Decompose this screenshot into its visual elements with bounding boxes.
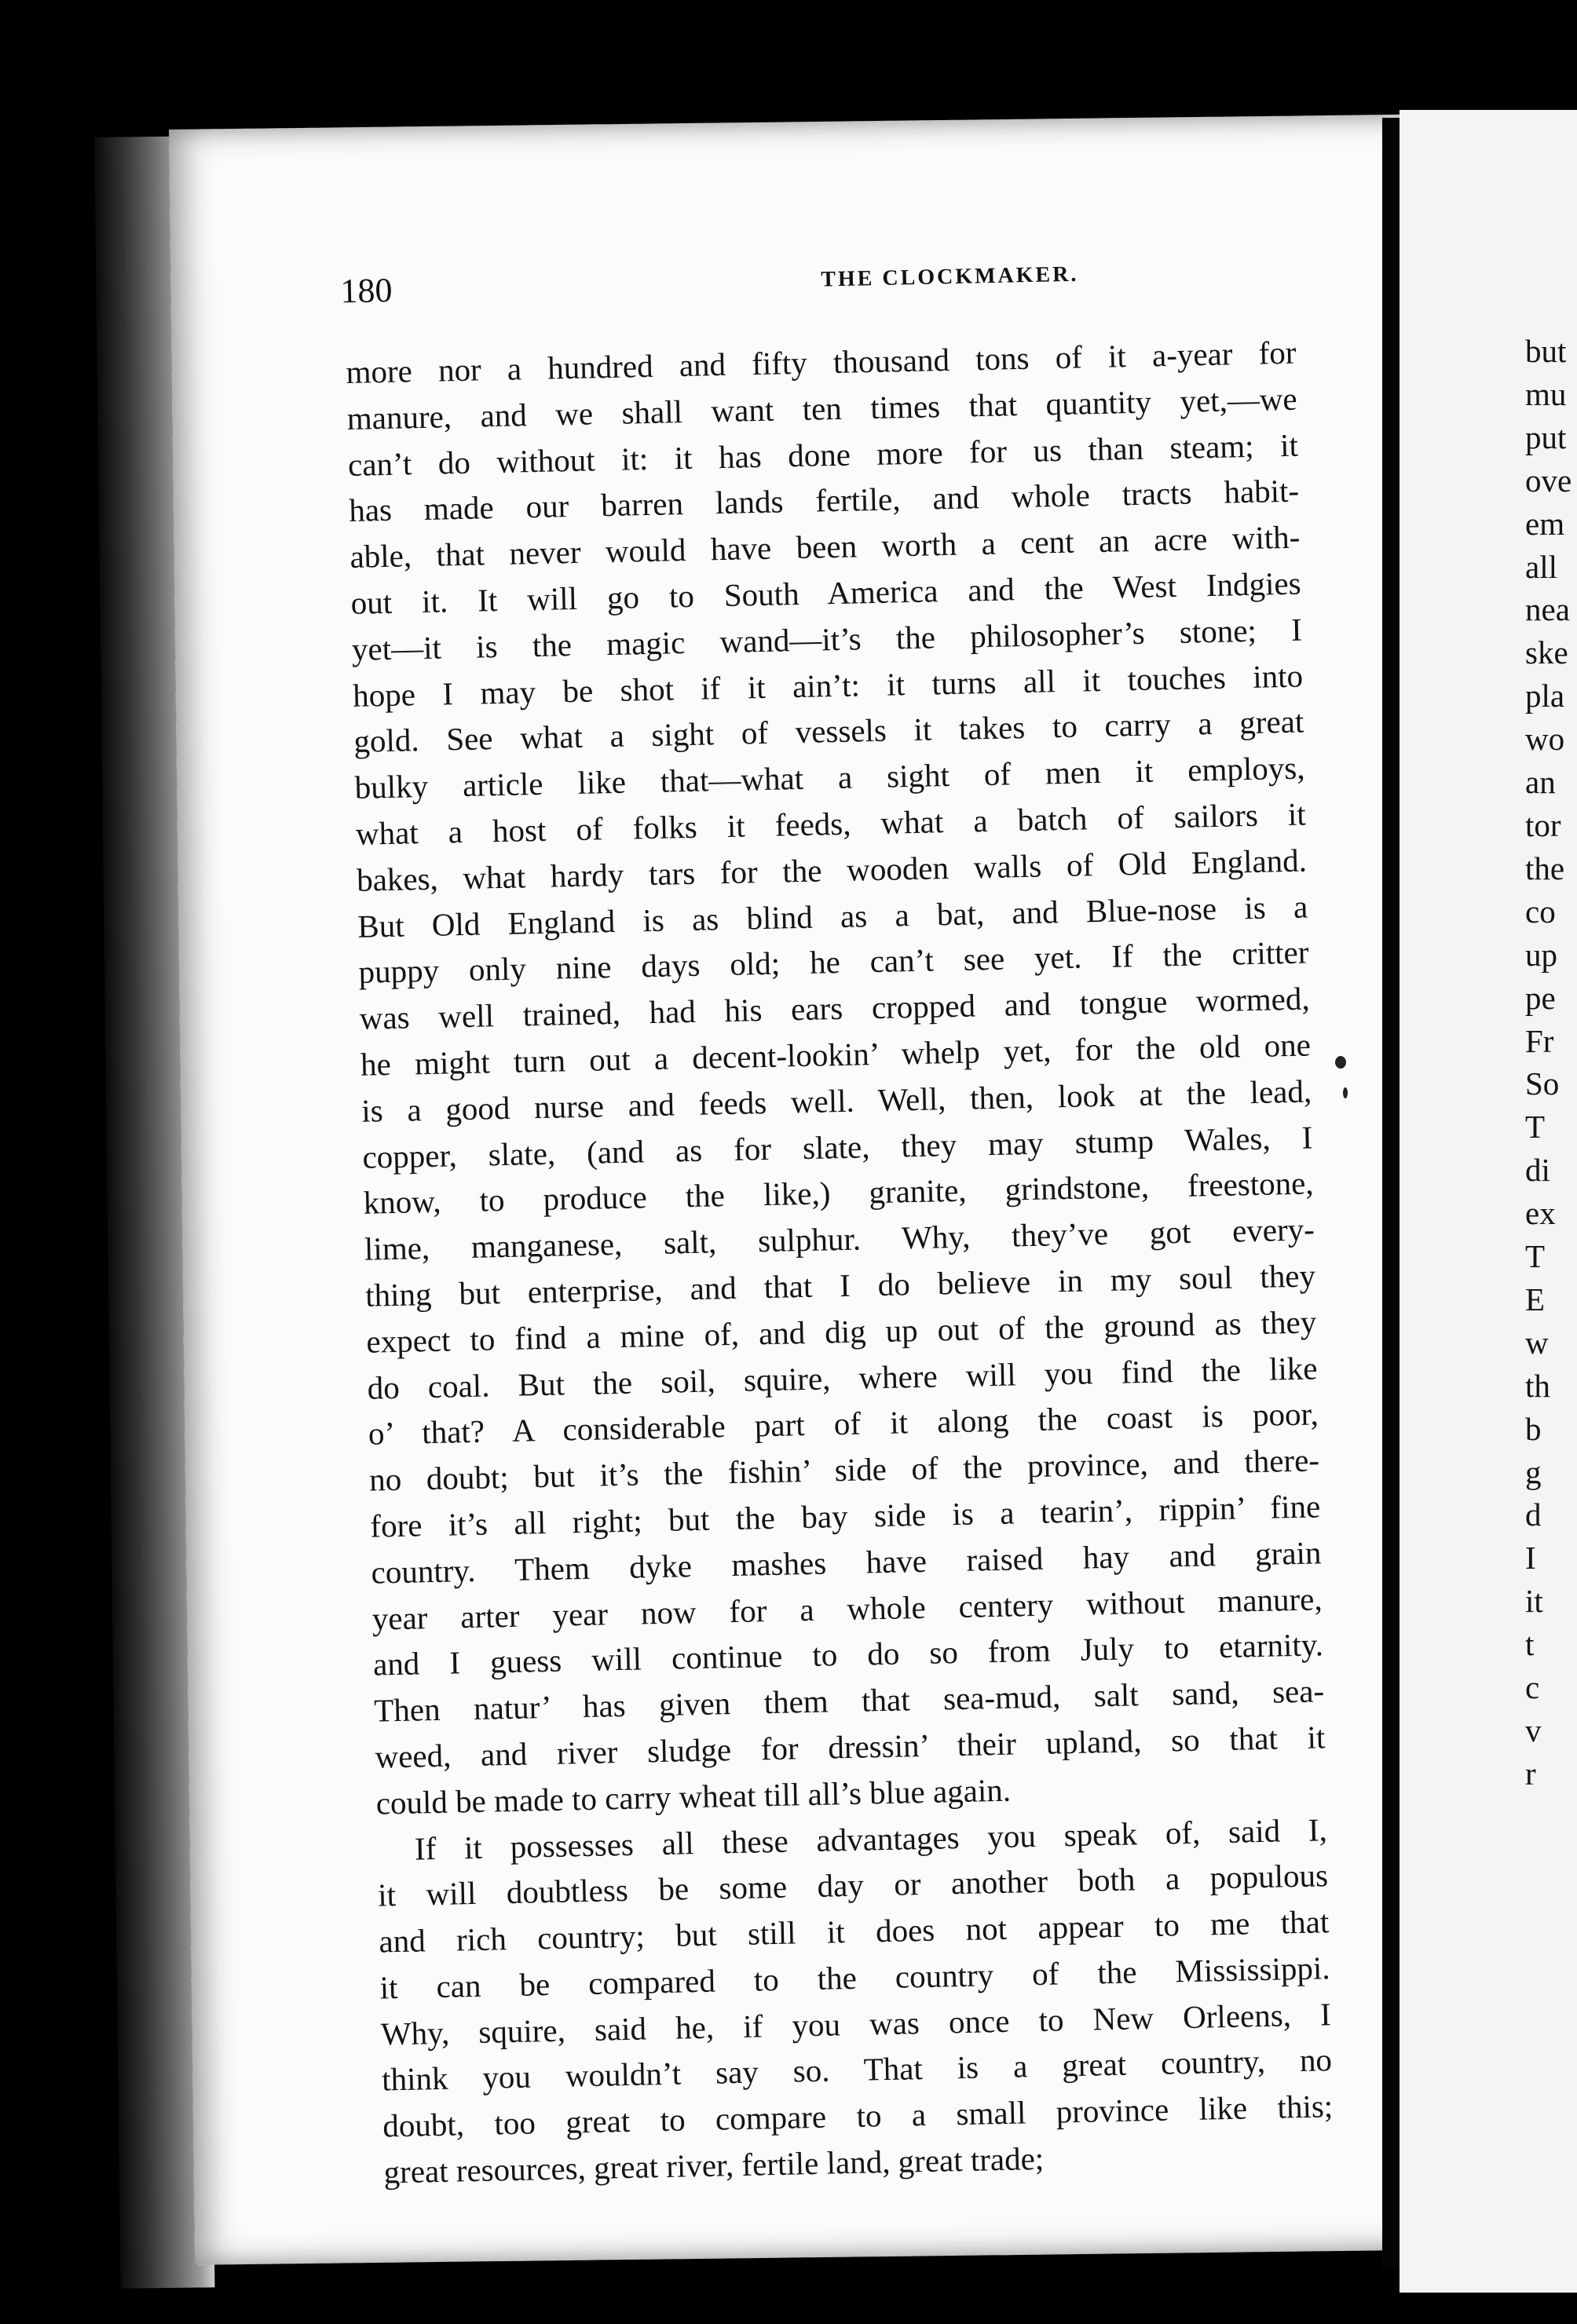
text-line: what a host of folks it feeds, what a batch of sailors it	[355, 795, 1307, 852]
text-line: expect to find a mine of, and dig up out of the ground as they	[365, 1303, 1317, 1360]
right-page-fragment: di	[1525, 1152, 1550, 1189]
text-line: able, that never would have been worth a cent an acre with-	[349, 518, 1301, 576]
right-page-fragment: v	[1525, 1712, 1542, 1748]
text-line: country. Them dyke mashes have raised hay and grain	[371, 1534, 1322, 1591]
text-line: o’ that? A considerable part of it along the coast is poor,	[368, 1395, 1319, 1452]
text-line: bulky article like that—what a sight of men it employs,	[354, 749, 1305, 806]
text-line: bakes, what hardy tars for the wooden walls of Old England.	[356, 842, 1308, 898]
page-number: 180	[339, 271, 393, 311]
right-page-fragment: the	[1525, 850, 1565, 886]
text-line: and I guess will continue to do so from July to etarnity.	[372, 1626, 1324, 1683]
right-page-fragment: g	[1525, 1453, 1542, 1490]
book-gutter	[1382, 118, 1400, 2269]
right-page-fragment: but	[1525, 333, 1567, 369]
text-line: it can be compared to the country of the Mississippi.	[379, 1949, 1330, 2006]
text-line: thing but enterprise, and that I do believe in my soul they	[364, 1257, 1316, 1314]
right-page-fragment: w	[1525, 1324, 1549, 1361]
right-page-fragment: ske	[1525, 634, 1568, 671]
right-page-fragment: Fr	[1525, 1022, 1554, 1059]
right-page-fragment: em	[1525, 505, 1565, 542]
text-line: doubt, too great to compare to a small province like this;	[382, 2088, 1334, 2144]
right-page-fragment: it	[1525, 1583, 1543, 1620]
right-page-fragment: tor	[1525, 806, 1561, 843]
right-page-fragment: all	[1525, 548, 1557, 585]
text-line: and rich country; but still it does not appear to me that	[378, 1903, 1330, 1960]
right-page-fragment: So	[1525, 1065, 1560, 1102]
text-line: know, to produce the like,) granite, grindstone, freestone,	[363, 1164, 1314, 1222]
text-line: hope I may be shot if it ain’t: it turns all it touches into	[352, 657, 1304, 714]
text-line: could be made to carry wheat till all’s blue again.	[375, 1771, 1012, 1822]
body-text	[346, 330, 1334, 2196]
text-line: it will doubtless be some day or another both a populous	[377, 1857, 1329, 1913]
right-page-fragment: nea	[1525, 591, 1570, 628]
right-page-fragment: t	[1525, 1626, 1535, 1663]
print-speck	[1335, 1056, 1346, 1069]
right-page-fragment: up	[1525, 936, 1557, 973]
right-page-fragment: E	[1525, 1281, 1546, 1317]
right-page-fragment: I	[1525, 1540, 1536, 1577]
right-page-text	[1525, 330, 1572, 1796]
right-page-fragment: c	[1525, 1669, 1540, 1706]
text-line: more nor a hundred and fifty thousand tons of it a-year for	[346, 334, 1297, 390]
text-line: weed, and river sludge for dressin’ their upland, so that it	[375, 1719, 1326, 1775]
text-line: out it. It will go to South America and the West Indgies	[350, 565, 1301, 621]
text-line: lime, manganese, salt, sulphur. Why, they’ve got every-	[364, 1211, 1315, 1267]
text-line: fore it’s all right; but the bay side is a tearin’, rippin’ fine	[369, 1488, 1321, 1544]
text-line: If it possesses all these advantages you speak of, said I,	[414, 1811, 1328, 1867]
right-page-fragment: d	[1525, 1496, 1542, 1533]
text-line: great resources, great river, fertile land, great trade;	[383, 2139, 1045, 2191]
text-line: yet—it is the magic wand—it’s the philosopher’s stone; I	[351, 611, 1303, 667]
text-line: gold. See what a sight of vessels it takes to carry a great	[353, 703, 1304, 760]
print-speck	[1343, 1087, 1348, 1098]
text-line: has made our barren lands fertile, and whole tracts habit-	[348, 473, 1300, 529]
text-line: copper, slate, (and as for slate, they may stump Wales, I	[362, 1118, 1313, 1175]
text-line: he might turn out a decent-lookin’ whelp yet, for the old one	[360, 1026, 1312, 1083]
right-page-fragment: ove	[1525, 462, 1572, 499]
running-head: THE CLOCKMAKER.	[820, 261, 1079, 292]
text-line: manure, and we shall want ten times that quantity yet,—we	[346, 380, 1298, 437]
text-line: was well trained, had his ears cropped and tongue wormed,	[359, 980, 1311, 1036]
right-page-fragment: th	[1525, 1367, 1550, 1404]
text-line: year arter year now for a whole centery without manure,	[371, 1580, 1323, 1637]
text-line: Then natur’ has given them that sea-mud, salt sand, sea-	[373, 1672, 1325, 1729]
text-line: puppy only nine days old; he can’t see yet. If the critter	[358, 934, 1309, 991]
right-page-fragment: co	[1525, 893, 1556, 930]
right-page-fragment: mu	[1525, 375, 1567, 412]
right-page-fragment: wo	[1525, 721, 1565, 758]
text-line: do coal. But the soil, squire, where will you find the like	[367, 1349, 1318, 1406]
text-line: Why, squire, said he, if you was once to New Orleens, I	[380, 1995, 1332, 2052]
right-page-fragment: an	[1525, 764, 1556, 801]
right-page-fragment: pla	[1525, 678, 1565, 714]
right-page-fragment: b	[1525, 1410, 1542, 1447]
text-line: think you wouldn’t say so. That is a great country, no	[381, 2041, 1333, 2098]
text-line: can’t do without it: it has done more for us than steam; it	[347, 426, 1299, 483]
right-page-fragment: r	[1525, 1755, 1536, 1792]
text-line: is a good nurse and feeds well. Well, then, look at the lead,	[360, 1072, 1312, 1129]
right-page-fragment: ex	[1525, 1195, 1556, 1232]
right-page-fragment: T	[1525, 1238, 1546, 1275]
right-page-fragment: pe	[1525, 979, 1556, 1016]
text-line: But Old England is as blind as a bat, and Blue-nose is a	[357, 888, 1308, 945]
right-page-fragment: put	[1525, 418, 1567, 455]
right-page-fragment: T	[1525, 1109, 1546, 1146]
text-line: no doubt; but it’s the fishin’ side of the province, and there-	[368, 1442, 1320, 1498]
